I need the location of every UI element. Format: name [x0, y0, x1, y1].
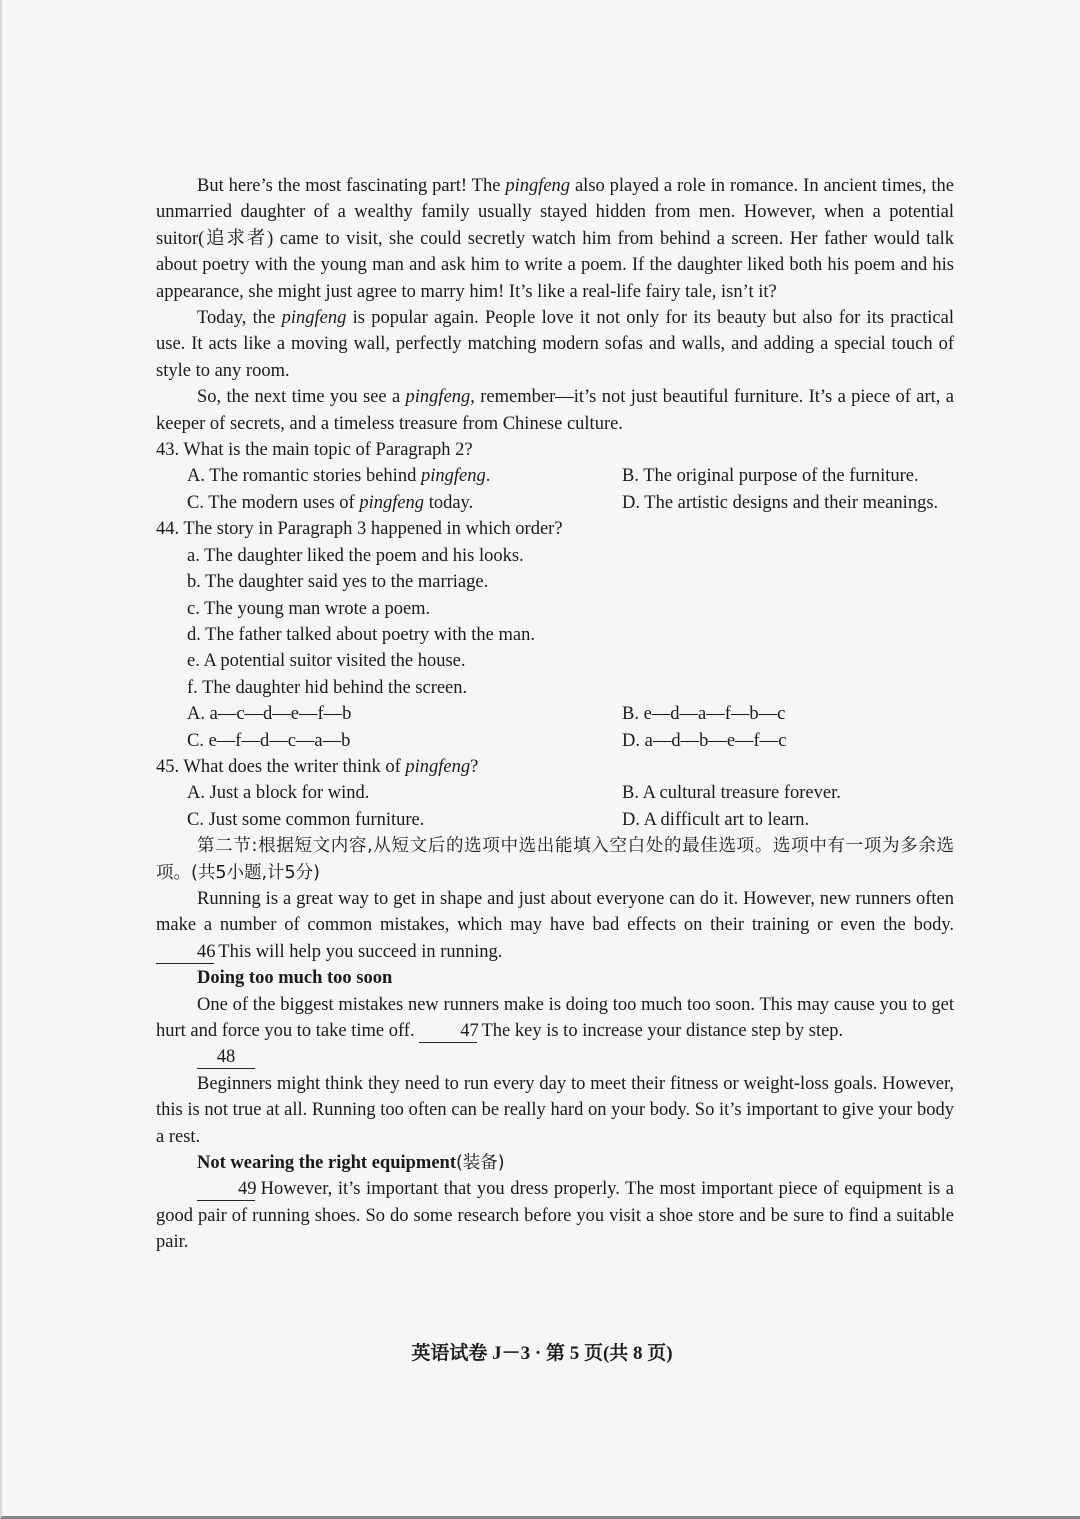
blank-48[interactable]: 48 — [197, 1046, 255, 1069]
option-d: D. The artistic designs and their meanings. — [622, 492, 939, 513]
option-b: B. The original purpose of the furniture. — [622, 466, 919, 487]
italic-term: pingfeng — [359, 492, 425, 513]
section-2-instructions: 第二节:根据短文内容,从短文后的选项中选出能填入空白处的最佳选项。选项中有一项为多余选项。(共5小题,计5分) — [156, 836, 954, 883]
question-stem — [156, 754, 954, 780]
italic-term: pingfeng — [420, 466, 486, 487]
event-item: c. The young man wrote a poem. — [187, 598, 431, 619]
blank-46[interactable]: 46 — [156, 941, 214, 964]
question-45 — [156, 754, 954, 833]
event-item: b. The daughter said yes to the marriage. — [187, 572, 489, 593]
option-a — [187, 463, 622, 489]
question-stem: 43. What is the main topic of Paragraph 2? — [156, 440, 473, 461]
passage-paragraph-5 — [156, 384, 954, 437]
option-c — [187, 490, 622, 516]
option-a: A. a—c—d—e—f—b — [187, 704, 352, 725]
page-content — [156, 173, 954, 1256]
question-stem: 44. The story in Paragraph 3 happened in which order? — [156, 519, 563, 540]
option-a: A. Just a block for wind. — [187, 783, 370, 804]
event-item: f. The daughter hid behind the screen. — [187, 677, 468, 698]
italic-term: pingfeng — [281, 308, 347, 329]
question-44 — [156, 516, 954, 754]
italic-term: pingfeng — [405, 387, 471, 408]
option-d: D. a—d—b—e—f—c — [622, 730, 787, 751]
event-item: e. A potential suitor visited the house. — [187, 651, 466, 672]
blank-49[interactable]: 49 — [197, 1178, 255, 1201]
cloze-paragraph-2: Beginners might think they need to run every day to meet their fitness or weight-loss goals. However, this is not true at all. Running too often can be really hard on your body. So it’s important to give your body a rest. — [156, 1073, 954, 1147]
text-run: also played a role in romance. In ancient times, the unmarried daughter of a wealthy family usually stayed hidden from men. However, when a potential suitor(追求者) came to visit, she could secretly watch him from behind a screen. Her father would talk about poetry with the young man and ask him to write a poem. If the daughter liked both his poem and his appearance, she might just agree to marry him! It’s like a real-life fairy tale, isn’t it? — [156, 176, 954, 302]
cloze-heading-1: Doing too much too soon — [197, 968, 393, 989]
text-run: 45. What does the writer think of — [156, 756, 406, 777]
text-run: is popular again. People love it not only for its beauty but also for its practical use. It acts like a moving wall, perfectly matching modern sofas and walls, and adding a special touch of style to any room. — [156, 308, 954, 381]
option-b: B. e—d—a—f—b—c — [622, 704, 786, 725]
cloze-paragraph-3: 49 However, it’s important that you dress properly. The most important piece of equipment is a good pair of running shoes. So do some research before you visit a shoe store and be sure to find a suitable pair. — [156, 1179, 954, 1253]
cloze-paragraph-1: One of the biggest mistakes new runners make is doing too much too soon. This may cause you to get hurt and force you to take time off. 47 The key is to increase your distance step by step. — [156, 994, 954, 1041]
blank-47[interactable]: 47 — [419, 1020, 477, 1043]
option-d: D. A difficult art to learn. — [622, 809, 810, 830]
text-run: , remember—it’s not just beautiful furniture. It’s a piece of art, a keeper of secrets, and a timeless treasure from Chinese culture. — [156, 387, 954, 434]
text-run: . — [485, 466, 491, 487]
option-b: B. A cultural treasure forever. — [622, 783, 841, 804]
passage-paragraph-3 — [156, 173, 954, 305]
option-c: C. e—f—d—c—a—b — [187, 730, 351, 751]
passage-paragraph-4 — [156, 305, 954, 384]
page-footer: 英语试卷 J－3 · 第 5 页(共 8 页) — [411, 1343, 673, 1364]
italic-term: pingfeng — [505, 176, 571, 196]
text-run: today. — [424, 492, 474, 513]
text-run: ? — [470, 756, 479, 777]
text-run: C. The modern uses of — [187, 492, 360, 513]
cloze-heading-blank — [156, 1044, 954, 1070]
cloze-intro: Running is a great way to get in shape and just about everyone can do it. However, new runners often make a number of common mistakes, which may have bad effects on their training or even the body. 46 This will help you succeed in running. — [156, 888, 954, 962]
text-run: So, the next time you see a — [197, 387, 406, 408]
event-item: a. The daughter liked the poem and his looks. — [187, 545, 524, 566]
event-item: d. The father talked about poetry with the man. — [187, 624, 535, 645]
text-run: But here’s the most fascinating part! The — [197, 176, 506, 196]
cloze-heading-2: Not wearing the right equipment(装备) — [197, 1153, 505, 1174]
text-run: Today, the — [197, 308, 282, 329]
option-c: C. Just some common furniture. — [187, 809, 425, 830]
italic-term: pingfeng — [405, 756, 471, 777]
question-43 — [156, 437, 954, 516]
text-run: A. The romantic stories behind — [187, 466, 421, 487]
